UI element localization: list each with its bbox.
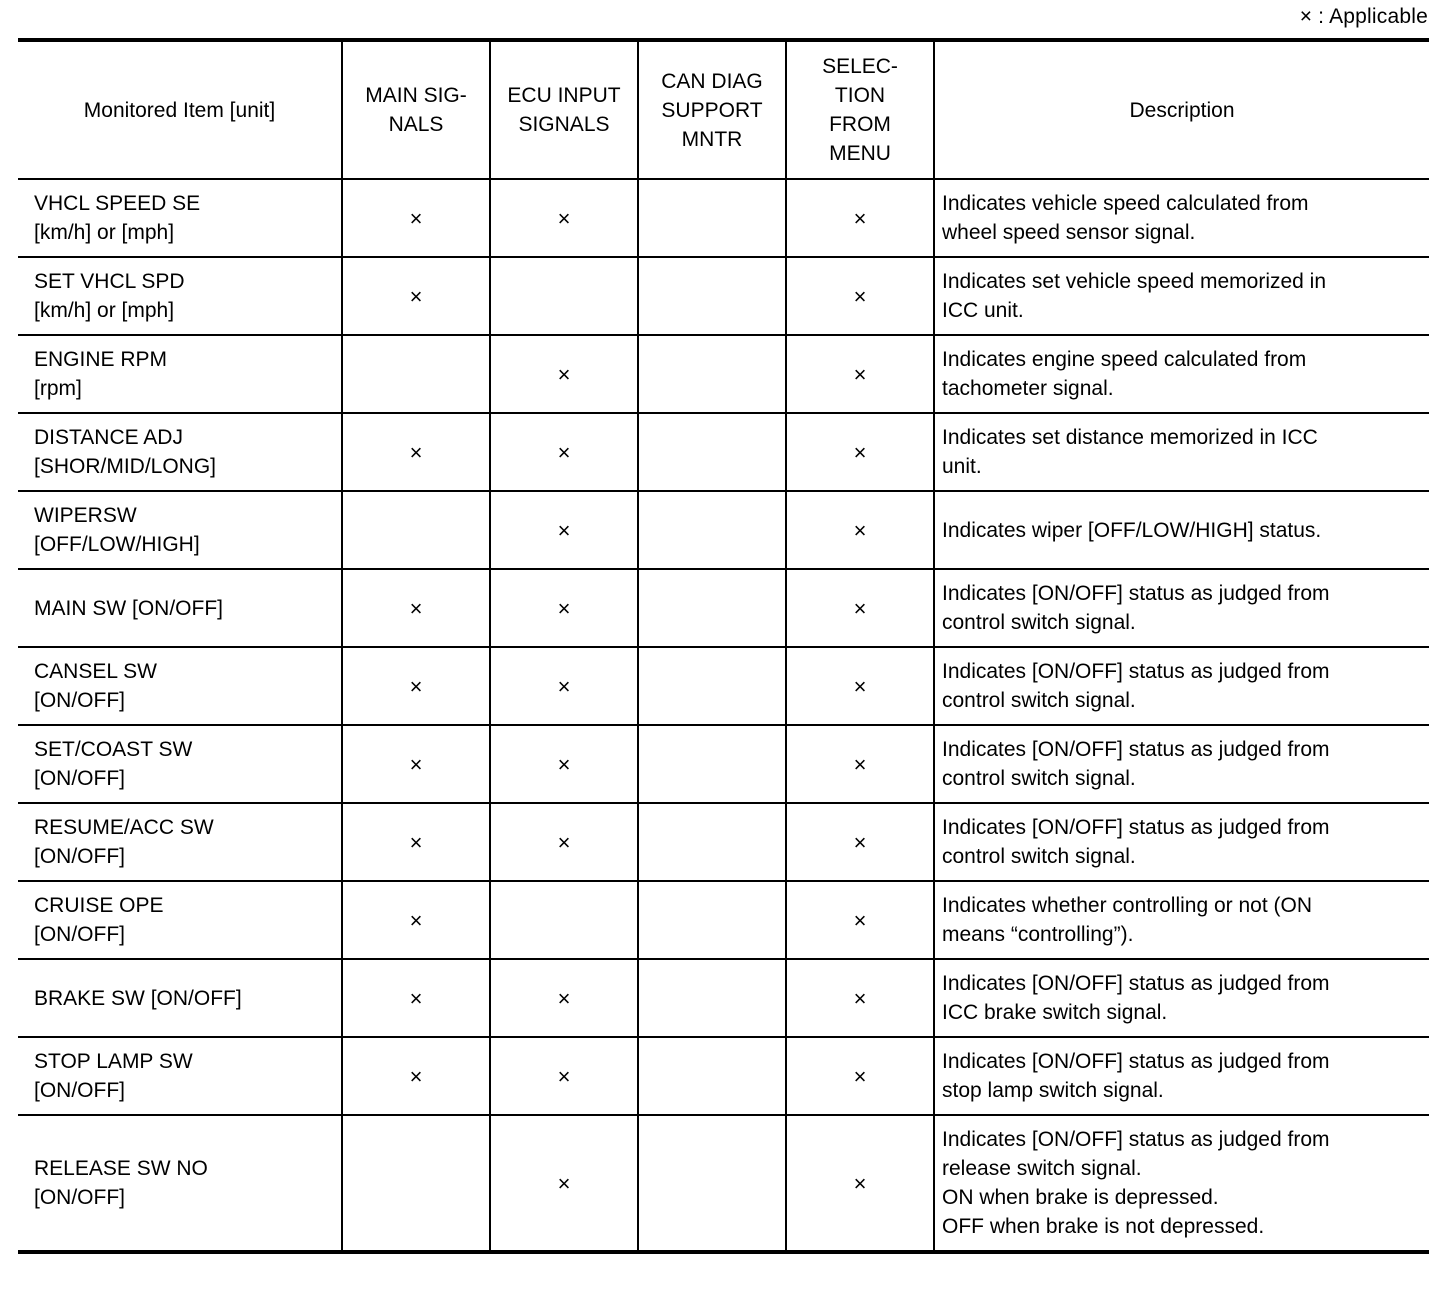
monitored-item-cell <box>18 959 342 1037</box>
main-signals-cell <box>342 413 490 491</box>
description-text: Indicates [ON/OFF] status as judged from ICC brake switch signal. <box>942 972 1330 1024</box>
main-signals-cell <box>342 257 490 335</box>
table-row <box>18 413 1429 491</box>
description-text: Indicates [ON/OFF] status as judged from release switch signal. ON when brake is depressed. OFF when brake is not depressed. <box>942 1128 1330 1238</box>
can-diag-support-cell <box>638 257 786 335</box>
monitored-item-text: DISTANCE ADJ [SHOR/MID/LONG] <box>34 426 217 478</box>
can-diag-support-cell <box>638 335 786 413</box>
main-signals-cell <box>342 491 490 569</box>
can-diag-support-cell <box>638 647 786 725</box>
ecu-input-signals-cell <box>490 179 638 257</box>
selection-from-menu-cell <box>786 725 934 803</box>
description-cell <box>934 959 1429 1037</box>
table-row <box>18 335 1429 413</box>
applicable-mark: × <box>409 283 423 309</box>
selection-from-menu-cell <box>786 1115 934 1252</box>
main-signals-cell <box>342 725 490 803</box>
applicable-mark: × <box>853 439 867 465</box>
monitored-item-text: VHCL SPEED SE [km/h] or [mph] <box>34 192 201 244</box>
can-diag-support-cell <box>638 959 786 1037</box>
applicable-mark: × <box>853 283 867 309</box>
main-signals-cell <box>342 179 490 257</box>
table-row <box>18 179 1429 257</box>
ecu-input-signals-cell <box>490 959 638 1037</box>
applicable-mark: × <box>557 595 571 621</box>
applicable-mark: × <box>557 205 571 231</box>
monitored-item-text: WIPERSW [OFF/LOW/HIGH] <box>34 504 200 556</box>
ecu-input-signals-cell <box>490 569 638 647</box>
monitored-item-cell <box>18 569 342 647</box>
table-row <box>18 803 1429 881</box>
applicable-mark: × <box>853 517 867 543</box>
table-row <box>18 257 1429 335</box>
table-header-row <box>18 40 1429 179</box>
monitored-item-cell <box>18 413 342 491</box>
selection-from-menu-cell <box>786 257 934 335</box>
description-text: Indicates whether controlling or not (ON means “controlling”). <box>942 894 1313 946</box>
applicable-mark: × <box>409 439 423 465</box>
monitored-item-cell <box>18 725 342 803</box>
main-signals-cell <box>342 647 490 725</box>
description-cell <box>934 803 1429 881</box>
table-row <box>18 725 1429 803</box>
applicable-mark: × <box>557 517 571 543</box>
applicable-mark: × <box>409 595 423 621</box>
applicable-mark: × <box>557 361 571 387</box>
monitored-item-text: SET/COAST SW [ON/OFF] <box>34 738 193 790</box>
main-signals-cell <box>342 569 490 647</box>
description-cell <box>934 257 1429 335</box>
applicable-mark: × <box>409 907 423 933</box>
description-cell <box>934 1115 1429 1252</box>
applicable-mark: × <box>557 985 571 1011</box>
applicable-mark: × <box>409 673 423 699</box>
monitored-item-text: CANSEL SW [ON/OFF] <box>34 660 157 712</box>
monitored-item-cell <box>18 881 342 959</box>
monitored-item-text: SET VHCL SPD [km/h] or [mph] <box>34 270 185 322</box>
monitored-item-cell <box>18 1115 342 1252</box>
can-diag-support-cell <box>638 725 786 803</box>
ecu-input-signals-cell <box>490 1037 638 1115</box>
header-ecu-input-signals: ECU INPUT SIGNALS <box>490 40 638 179</box>
monitored-item-cell <box>18 803 342 881</box>
ecu-input-signals-cell <box>490 647 638 725</box>
header-description: Description <box>934 40 1429 179</box>
ecu-input-signals-cell <box>490 413 638 491</box>
applicable-mark: × <box>853 595 867 621</box>
monitored-item-text: BRAKE SW [ON/OFF] <box>34 986 242 1010</box>
monitored-item-text: RELEASE SW NO [ON/OFF] <box>34 1157 208 1209</box>
selection-from-menu-cell <box>786 881 934 959</box>
applicable-mark: × <box>853 1063 867 1089</box>
description-cell <box>934 569 1429 647</box>
ecu-input-signals-cell <box>490 257 638 335</box>
main-signals-cell <box>342 881 490 959</box>
applicable-mark: × <box>853 985 867 1011</box>
can-diag-support-cell <box>638 881 786 959</box>
monitored-item-cell <box>18 647 342 725</box>
selection-from-menu-cell <box>786 1037 934 1115</box>
can-diag-support-cell <box>638 491 786 569</box>
monitored-item-cell <box>18 179 342 257</box>
applicable-mark: × <box>557 1170 571 1196</box>
applicable-mark: × <box>853 829 867 855</box>
can-diag-support-cell <box>638 1037 786 1115</box>
description-text: Indicates vehicle speed calculated from wheel speed sensor signal. <box>942 192 1309 244</box>
monitored-item-cell <box>18 257 342 335</box>
applicable-mark: × <box>409 205 423 231</box>
description-text: Indicates [ON/OFF] status as judged from control switch signal. <box>942 660 1330 712</box>
table-row <box>18 647 1429 725</box>
main-signals-cell <box>342 1115 490 1252</box>
applicable-mark: × <box>853 361 867 387</box>
ecu-input-signals-cell <box>490 491 638 569</box>
header-selection-from-menu: SELEC- TION FROM MENU <box>786 40 934 179</box>
can-diag-support-cell <box>638 1115 786 1252</box>
selection-from-menu-cell <box>786 491 934 569</box>
ecu-input-signals-cell <box>490 335 638 413</box>
main-signals-cell <box>342 803 490 881</box>
selection-from-menu-cell <box>786 647 934 725</box>
legend-applicable: × : Applicable <box>1299 5 1428 28</box>
header-monitored-item: Monitored Item [unit] <box>18 40 342 179</box>
monitored-item-cell <box>18 491 342 569</box>
table-row <box>18 959 1429 1037</box>
can-diag-support-cell <box>638 413 786 491</box>
ecu-input-signals-cell <box>490 1115 638 1252</box>
description-cell <box>934 647 1429 725</box>
description-text: Indicates engine speed calculated from tachometer signal. <box>942 348 1307 400</box>
applicable-mark: × <box>853 1170 867 1196</box>
applicable-mark: × <box>409 829 423 855</box>
applicable-mark: × <box>557 1063 571 1089</box>
selection-from-menu-cell <box>786 179 934 257</box>
table-row <box>18 1115 1429 1252</box>
applicable-mark: × <box>557 829 571 855</box>
main-signals-cell <box>342 959 490 1037</box>
description-text: Indicates set vehicle speed memorized in ICC unit. <box>942 270 1327 322</box>
applicable-mark: × <box>853 907 867 933</box>
table-row <box>18 491 1429 569</box>
ecu-input-signals-cell <box>490 881 638 959</box>
description-cell <box>934 335 1429 413</box>
monitored-item-text: ENGINE RPM [rpm] <box>34 348 168 400</box>
main-signals-cell <box>342 1037 490 1115</box>
selection-from-menu-cell <box>786 959 934 1037</box>
can-diag-support-cell <box>638 803 786 881</box>
table-row <box>18 1037 1429 1115</box>
table-row <box>18 569 1429 647</box>
description-cell <box>934 1037 1429 1115</box>
monitor-items-table <box>18 38 1429 1254</box>
applicable-mark: × <box>409 751 423 777</box>
selection-from-menu-cell <box>786 413 934 491</box>
ecu-input-signals-cell <box>490 725 638 803</box>
table-row <box>18 881 1429 959</box>
monitored-item-cell <box>18 1037 342 1115</box>
selection-from-menu-cell <box>786 803 934 881</box>
description-text: Indicates [ON/OFF] status as judged from control switch signal. <box>942 582 1330 634</box>
ecu-input-signals-cell <box>490 803 638 881</box>
applicable-mark: × <box>557 673 571 699</box>
main-signals-cell <box>342 335 490 413</box>
applicable-mark: × <box>409 985 423 1011</box>
monitored-item-text: STOP LAMP SW [ON/OFF] <box>34 1050 193 1102</box>
selection-from-menu-cell <box>786 569 934 647</box>
applicable-mark: × <box>853 205 867 231</box>
description-text: Indicates set distance memorized in ICC unit. <box>942 426 1318 478</box>
description-text: Indicates [ON/OFF] status as judged from stop lamp switch signal. <box>942 1050 1330 1102</box>
selection-from-menu-cell <box>786 335 934 413</box>
monitored-item-text: MAIN SW [ON/OFF] <box>34 596 223 620</box>
description-text: Indicates [ON/OFF] status as judged from control switch signal. <box>942 738 1330 790</box>
monitored-item-text: CRUISE OPE [ON/OFF] <box>34 894 164 946</box>
header-main-signals: MAIN SIG- NALS <box>342 40 490 179</box>
applicable-mark: × <box>557 751 571 777</box>
description-cell <box>934 725 1429 803</box>
description-text: Indicates wiper [OFF/LOW/HIGH] status. <box>942 518 1322 542</box>
description-cell <box>934 413 1429 491</box>
header-can-diag-support-mntr: CAN DIAG SUPPORT MNTR <box>638 40 786 179</box>
applicable-mark: × <box>409 1063 423 1089</box>
description-text: Indicates [ON/OFF] status as judged from control switch signal. <box>942 816 1330 868</box>
applicable-mark: × <box>557 439 571 465</box>
description-cell <box>934 179 1429 257</box>
monitored-item-cell <box>18 335 342 413</box>
applicable-mark: × <box>853 673 867 699</box>
description-cell <box>934 881 1429 959</box>
applicable-mark: × <box>853 751 867 777</box>
monitored-item-text: RESUME/ACC SW [ON/OFF] <box>34 816 214 868</box>
description-cell <box>934 491 1429 569</box>
can-diag-support-cell <box>638 569 786 647</box>
can-diag-support-cell <box>638 179 786 257</box>
